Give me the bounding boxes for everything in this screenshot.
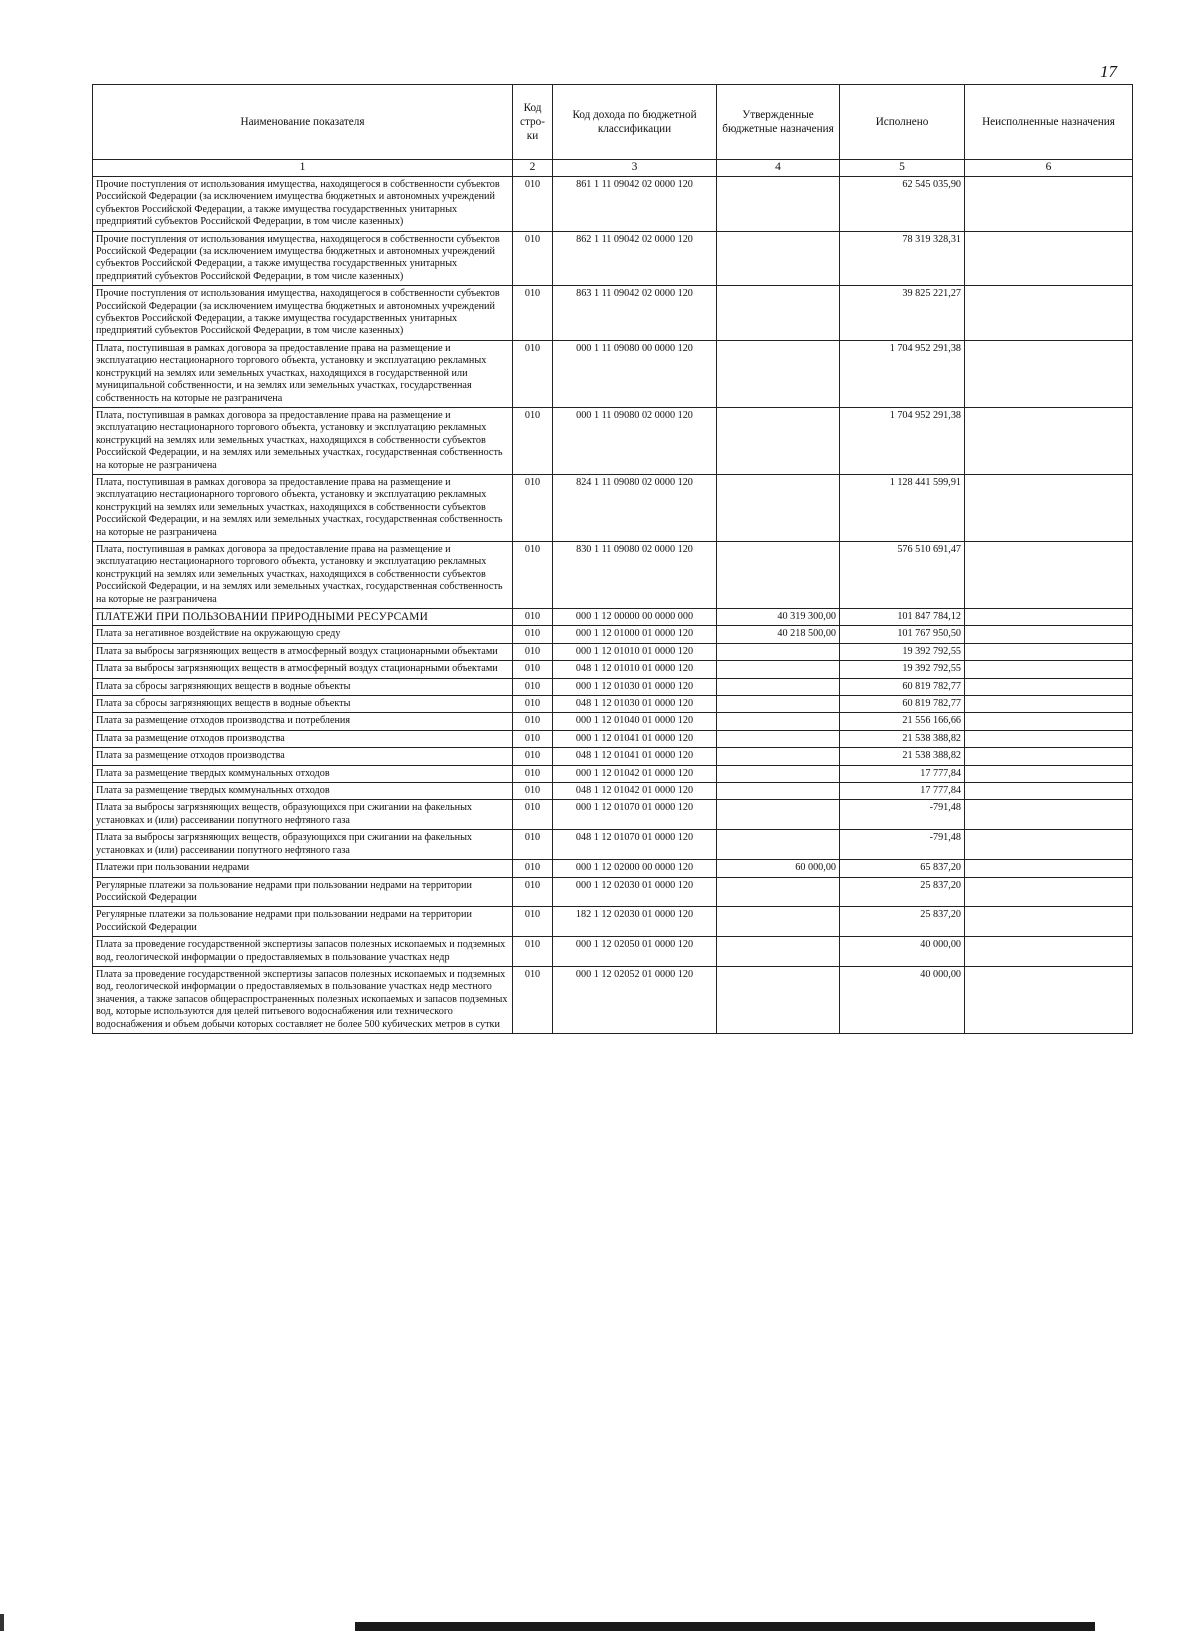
row-approved-value	[717, 748, 840, 765]
table-row	[93, 696, 1133, 713]
row-approved-value	[717, 730, 840, 747]
row-unexecuted-value	[965, 696, 1133, 713]
row-unexecuted-value	[965, 783, 1133, 800]
header-unexecuted: Неисполненные назначения	[965, 85, 1133, 160]
column-number: 4	[717, 160, 840, 177]
table-row	[93, 748, 1133, 765]
row-name-cell: ПЛАТЕЖИ ПРИ ПОЛЬЗОВАНИИ ПРИРОДНЫМИ РЕСУРСАМИ	[93, 609, 513, 626]
row-line-code: 010	[513, 177, 553, 232]
row-approved-value: 60 000,00	[717, 860, 840, 877]
row-name-cell: Прочие поступления от использования имущества, находящегося в собственности субъектов Российской Федерации (за исключением имущества бюджетных и автономных учреждений субъектов Российской Федерации, а также имущества государственных унитарных предприятий субъектов Российской Федерации, в том числе казенных)	[93, 177, 513, 232]
row-line-code: 010	[513, 830, 553, 860]
row-line-code: 010	[513, 643, 553, 660]
row-executed-value: 60 819 782,77	[840, 696, 965, 713]
row-unexecuted-value	[965, 877, 1133, 907]
row-revenue-code: 000 1 12 01070 01 0000 120	[553, 800, 717, 830]
revenue-table	[92, 84, 1133, 1034]
table-row	[93, 643, 1133, 660]
row-unexecuted-value	[965, 231, 1133, 286]
row-executed-value: 17 777,84	[840, 765, 965, 782]
row-line-code: 010	[513, 340, 553, 407]
row-revenue-code: 000 1 12 01010 01 0000 120	[553, 643, 717, 660]
row-revenue-code: 000 1 12 01042 01 0000 120	[553, 765, 717, 782]
row-line-code: 010	[513, 286, 553, 341]
row-approved-value	[717, 177, 840, 232]
header-indicator-name: Наименование показателя	[93, 85, 513, 160]
row-approved-value: 40 319 300,00	[717, 609, 840, 626]
row-line-code: 010	[513, 730, 553, 747]
row-revenue-code: 000 1 12 02000 00 0000 120	[553, 860, 717, 877]
row-executed-value: 65 837,20	[840, 860, 965, 877]
row-revenue-code: 048 1 12 01010 01 0000 120	[553, 661, 717, 678]
table-row	[93, 541, 1133, 608]
row-line-code: 010	[513, 966, 553, 1033]
row-executed-value: 40 000,00	[840, 966, 965, 1033]
table-row	[93, 765, 1133, 782]
row-line-code: 010	[513, 907, 553, 937]
row-line-code: 010	[513, 860, 553, 877]
row-name-cell: Плата за проведение государственной экспертизы запасов полезных ископаемых и подземных вод, геологической информации о предоставляемых в пользование участках недр	[93, 937, 513, 967]
row-revenue-code: 000 1 12 00000 00 0000 000	[553, 609, 717, 626]
row-approved-value	[717, 541, 840, 608]
row-line-code: 010	[513, 765, 553, 782]
row-unexecuted-value	[965, 286, 1133, 341]
row-unexecuted-value	[965, 860, 1133, 877]
row-unexecuted-value	[965, 937, 1133, 967]
row-approved-value	[717, 661, 840, 678]
row-approved-value	[717, 678, 840, 695]
table-row	[93, 231, 1133, 286]
row-approved-value: 40 218 500,00	[717, 626, 840, 643]
header-revenue-code: Код дохода по бюджетной классификации	[553, 85, 717, 160]
row-executed-value: 78 319 328,31	[840, 231, 965, 286]
row-line-code: 010	[513, 678, 553, 695]
row-revenue-code: 000 1 12 02050 01 0000 120	[553, 937, 717, 967]
row-approved-value	[717, 643, 840, 660]
row-line-code: 010	[513, 783, 553, 800]
table-row	[93, 877, 1133, 907]
row-unexecuted-value	[965, 474, 1133, 541]
row-name-cell: Регулярные платежи за пользование недрами при пользовании недрами на территории Российской Федерации	[93, 907, 513, 937]
row-line-code: 010	[513, 626, 553, 643]
row-approved-value	[717, 877, 840, 907]
row-approved-value	[717, 407, 840, 474]
row-revenue-code: 000 1 12 01041 01 0000 120	[553, 730, 717, 747]
row-name-cell: Плата за выбросы загрязняющих веществ в атмосферный воздух стационарными объектами	[93, 661, 513, 678]
table-row	[93, 286, 1133, 341]
row-revenue-code: 048 1 12 01042 01 0000 120	[553, 783, 717, 800]
row-revenue-code: 000 1 12 02030 01 0000 120	[553, 877, 717, 907]
row-unexecuted-value	[965, 713, 1133, 730]
row-revenue-code: 048 1 12 01041 01 0000 120	[553, 748, 717, 765]
table-row	[93, 340, 1133, 407]
row-executed-value: 101 847 784,12	[840, 609, 965, 626]
row-executed-value: 17 777,84	[840, 783, 965, 800]
row-approved-value	[717, 830, 840, 860]
row-revenue-code: 863 1 11 09042 02 0000 120	[553, 286, 717, 341]
row-unexecuted-value	[965, 748, 1133, 765]
row-approved-value	[717, 783, 840, 800]
row-revenue-code: 000 1 12 01030 01 0000 120	[553, 678, 717, 695]
row-line-code: 010	[513, 800, 553, 830]
row-executed-value: 19 392 792,55	[840, 661, 965, 678]
row-approved-value	[717, 937, 840, 967]
column-number: 3	[553, 160, 717, 177]
table-row	[93, 830, 1133, 860]
row-approved-value	[717, 765, 840, 782]
row-approved-value	[717, 696, 840, 713]
row-approved-value	[717, 713, 840, 730]
row-line-code: 010	[513, 748, 553, 765]
row-name-cell: Плата за размещение твердых коммунальных отходов	[93, 765, 513, 782]
row-line-code: 010	[513, 877, 553, 907]
row-line-code: 010	[513, 231, 553, 286]
row-name-cell: Плата за выбросы загрязняющих веществ в атмосферный воздух стационарными объектами	[93, 643, 513, 660]
row-unexecuted-value	[965, 800, 1133, 830]
row-executed-value: 19 392 792,55	[840, 643, 965, 660]
row-unexecuted-value	[965, 966, 1133, 1033]
column-number-row	[93, 160, 1133, 177]
row-executed-value: 101 767 950,50	[840, 626, 965, 643]
table-row	[93, 678, 1133, 695]
row-unexecuted-value	[965, 661, 1133, 678]
row-unexecuted-value	[965, 609, 1133, 626]
row-unexecuted-value	[965, 177, 1133, 232]
row-line-code: 010	[513, 609, 553, 626]
row-revenue-code: 830 1 11 09080 02 0000 120	[553, 541, 717, 608]
table-row	[93, 860, 1133, 877]
row-name-cell: Плата, поступившая в рамках договора за предоставление права на размещение и эксплуатацию нестационарного торгового объекта, установку и эксплуатацию рекламных конструкций на землях или земельных участках, находящихся в собственности субъектов Российской Федерации, и на землях или земельных участках, государственная собственность на которые не разграничена	[93, 407, 513, 474]
row-executed-value: 1 704 952 291,38	[840, 407, 965, 474]
row-executed-value: 1 128 441 599,91	[840, 474, 965, 541]
row-line-code: 010	[513, 713, 553, 730]
table-row	[93, 661, 1133, 678]
row-line-code: 010	[513, 937, 553, 967]
row-executed-value: 40 000,00	[840, 937, 965, 967]
row-revenue-code: 000 1 12 01040 01 0000 120	[553, 713, 717, 730]
row-approved-value	[717, 340, 840, 407]
scan-edge-mark	[0, 1614, 4, 1631]
table-row	[93, 937, 1133, 967]
row-name-cell: Платежи при пользовании недрами	[93, 860, 513, 877]
row-unexecuted-value	[965, 626, 1133, 643]
row-name-cell: Плата, поступившая в рамках договора за предоставление права на размещение и эксплуатацию нестационарного торгового объекта, установку и эксплуатацию рекламных конструкций на землях или земельных участках, находящихся в собственности субъектов Российской Федерации, и на землях или земельных участках, государственная собственность на которые не разграничена	[93, 541, 513, 608]
row-approved-value	[717, 966, 840, 1033]
table-row	[93, 626, 1133, 643]
row-unexecuted-value	[965, 407, 1133, 474]
row-revenue-code: 861 1 11 09042 02 0000 120	[553, 177, 717, 232]
row-name-cell: Регулярные платежи за пользование недрами при пользовании недрами на территории Российской Федерации	[93, 877, 513, 907]
column-number: 6	[965, 160, 1133, 177]
row-unexecuted-value	[965, 678, 1133, 695]
row-name-cell: Плата за сбросы загрязняющих веществ в водные объекты	[93, 696, 513, 713]
row-name-cell: Плата за негативное воздействие на окружающую среду	[93, 626, 513, 643]
row-name-cell: Плата, поступившая в рамках договора за предоставление права на размещение и эксплуатацию нестационарного торгового объекта, установку и эксплуатацию рекламных конструкций на землях или земельных участках, находящихся в собственности субъектов Российской Федерации, и на землях или земельных участках, государственная собственность на которые не разграничена	[93, 474, 513, 541]
row-approved-value	[717, 907, 840, 937]
row-name-cell: Плата за размещение твердых коммунальных отходов	[93, 783, 513, 800]
row-revenue-code: 000 1 11 09080 00 0000 120	[553, 340, 717, 407]
page-number: 17	[1100, 62, 1117, 81]
row-revenue-code: 048 1 12 01070 01 0000 120	[553, 830, 717, 860]
scan-footer-bar	[355, 1622, 1095, 1631]
row-executed-value: 25 837,20	[840, 907, 965, 937]
table-row	[93, 713, 1133, 730]
row-unexecuted-value	[965, 830, 1133, 860]
row-name-cell: Плата за выбросы загрязняющих веществ, образующихся при сжигании на факельных установках и (или) рассеивании попутного нефтяного газа	[93, 830, 513, 860]
row-revenue-code: 824 1 11 09080 02 0000 120	[553, 474, 717, 541]
column-number: 5	[840, 160, 965, 177]
row-approved-value	[717, 286, 840, 341]
row-executed-value: 21 538 388,82	[840, 748, 965, 765]
row-executed-value: -791,48	[840, 830, 965, 860]
row-executed-value: 25 837,20	[840, 877, 965, 907]
table-row	[93, 966, 1133, 1033]
row-name-cell: Плата за выбросы загрязняющих веществ, образующихся при сжигании на факельных установках и (или) рассеивании попутного нефтяного газа	[93, 800, 513, 830]
row-name-cell: Прочие поступления от использования имущества, находящегося в собственности субъектов Российской Федерации (за исключением имущества бюджетных и автономных учреждений субъектов Российской Федерации, а также имущества государственных унитарных предприятий субъектов Российской Федерации, в том числе казенных)	[93, 231, 513, 286]
table-row	[93, 800, 1133, 830]
row-executed-value: 60 819 782,77	[840, 678, 965, 695]
row-line-code: 010	[513, 407, 553, 474]
row-executed-value: 62 545 035,90	[840, 177, 965, 232]
row-name-cell: Плата за размещение отходов производства и потребления	[93, 713, 513, 730]
column-number: 2	[513, 160, 553, 177]
row-revenue-code: 182 1 12 02030 01 0000 120	[553, 907, 717, 937]
row-name-cell: Плата за сбросы загрязняющих веществ в водные объекты	[93, 678, 513, 695]
table-row	[93, 609, 1133, 626]
row-executed-value: 1 704 952 291,38	[840, 340, 965, 407]
row-name-cell: Плата, поступившая в рамках договора за предоставление права на размещение и эксплуатацию нестационарного торгового объекта, установку и эксплуатацию рекламных конструкций на землях или земельных участках, находящихся в государственной или муниципальной собственности, и на землях или земельных участках, государственная собственность на которые не разграничена	[93, 340, 513, 407]
row-name-cell: Плата за размещение отходов производства	[93, 730, 513, 747]
row-unexecuted-value	[965, 541, 1133, 608]
row-approved-value	[717, 231, 840, 286]
table-row	[93, 407, 1133, 474]
column-number: 1	[93, 160, 513, 177]
row-executed-value: 39 825 221,27	[840, 286, 965, 341]
row-line-code: 010	[513, 661, 553, 678]
table-row	[93, 474, 1133, 541]
row-name-cell: Плата за размещение отходов производства	[93, 748, 513, 765]
row-line-code: 010	[513, 474, 553, 541]
row-executed-value: -791,48	[840, 800, 965, 830]
row-revenue-code: 000 1 12 01000 01 0000 120	[553, 626, 717, 643]
row-name-cell: Прочие поступления от использования имущества, находящегося в собственности субъектов Российской Федерации (за исключением имущества бюджетных и автономных учреждений субъектов Российской Федерации, а также имущества государственных унитарных предприятий субъектов Российской Федерации, в том числе казенных)	[93, 286, 513, 341]
table-row	[93, 907, 1133, 937]
table-row	[93, 730, 1133, 747]
row-approved-value	[717, 800, 840, 830]
row-executed-value: 21 556 166,66	[840, 713, 965, 730]
header-row	[93, 85, 1133, 160]
row-executed-value: 576 510 691,47	[840, 541, 965, 608]
row-executed-value: 21 538 388,82	[840, 730, 965, 747]
table-row	[93, 783, 1133, 800]
header-line-code: Код стро-ки	[513, 85, 553, 160]
row-revenue-code: 000 1 12 02052 01 0000 120	[553, 966, 717, 1033]
row-approved-value	[717, 474, 840, 541]
row-revenue-code: 000 1 11 09080 02 0000 120	[553, 407, 717, 474]
header-executed: Исполнено	[840, 85, 965, 160]
table-row	[93, 177, 1133, 232]
row-unexecuted-value	[965, 765, 1133, 782]
row-revenue-code: 862 1 11 09042 02 0000 120	[553, 231, 717, 286]
row-unexecuted-value	[965, 643, 1133, 660]
row-unexecuted-value	[965, 730, 1133, 747]
row-unexecuted-value	[965, 907, 1133, 937]
row-revenue-code: 048 1 12 01030 01 0000 120	[553, 696, 717, 713]
table-body	[93, 177, 1133, 1034]
row-line-code: 010	[513, 696, 553, 713]
row-unexecuted-value	[965, 340, 1133, 407]
header-approved: Утвержденные бюджетные назначения	[717, 85, 840, 160]
row-name-cell: Плата за проведение государственной экспертизы запасов полезных ископаемых и подземных вод, геологической информации о предоставляемых в пользование участках недр местного значения, а также запасов общераспространенных полезных ископаемых и запасов подземных вод, которые используются для целей питьевого водоснабжения или технического водоснабжения и объем добычи которых составляет не более 500 кубических метров в сутки	[93, 966, 513, 1033]
row-line-code: 010	[513, 541, 553, 608]
